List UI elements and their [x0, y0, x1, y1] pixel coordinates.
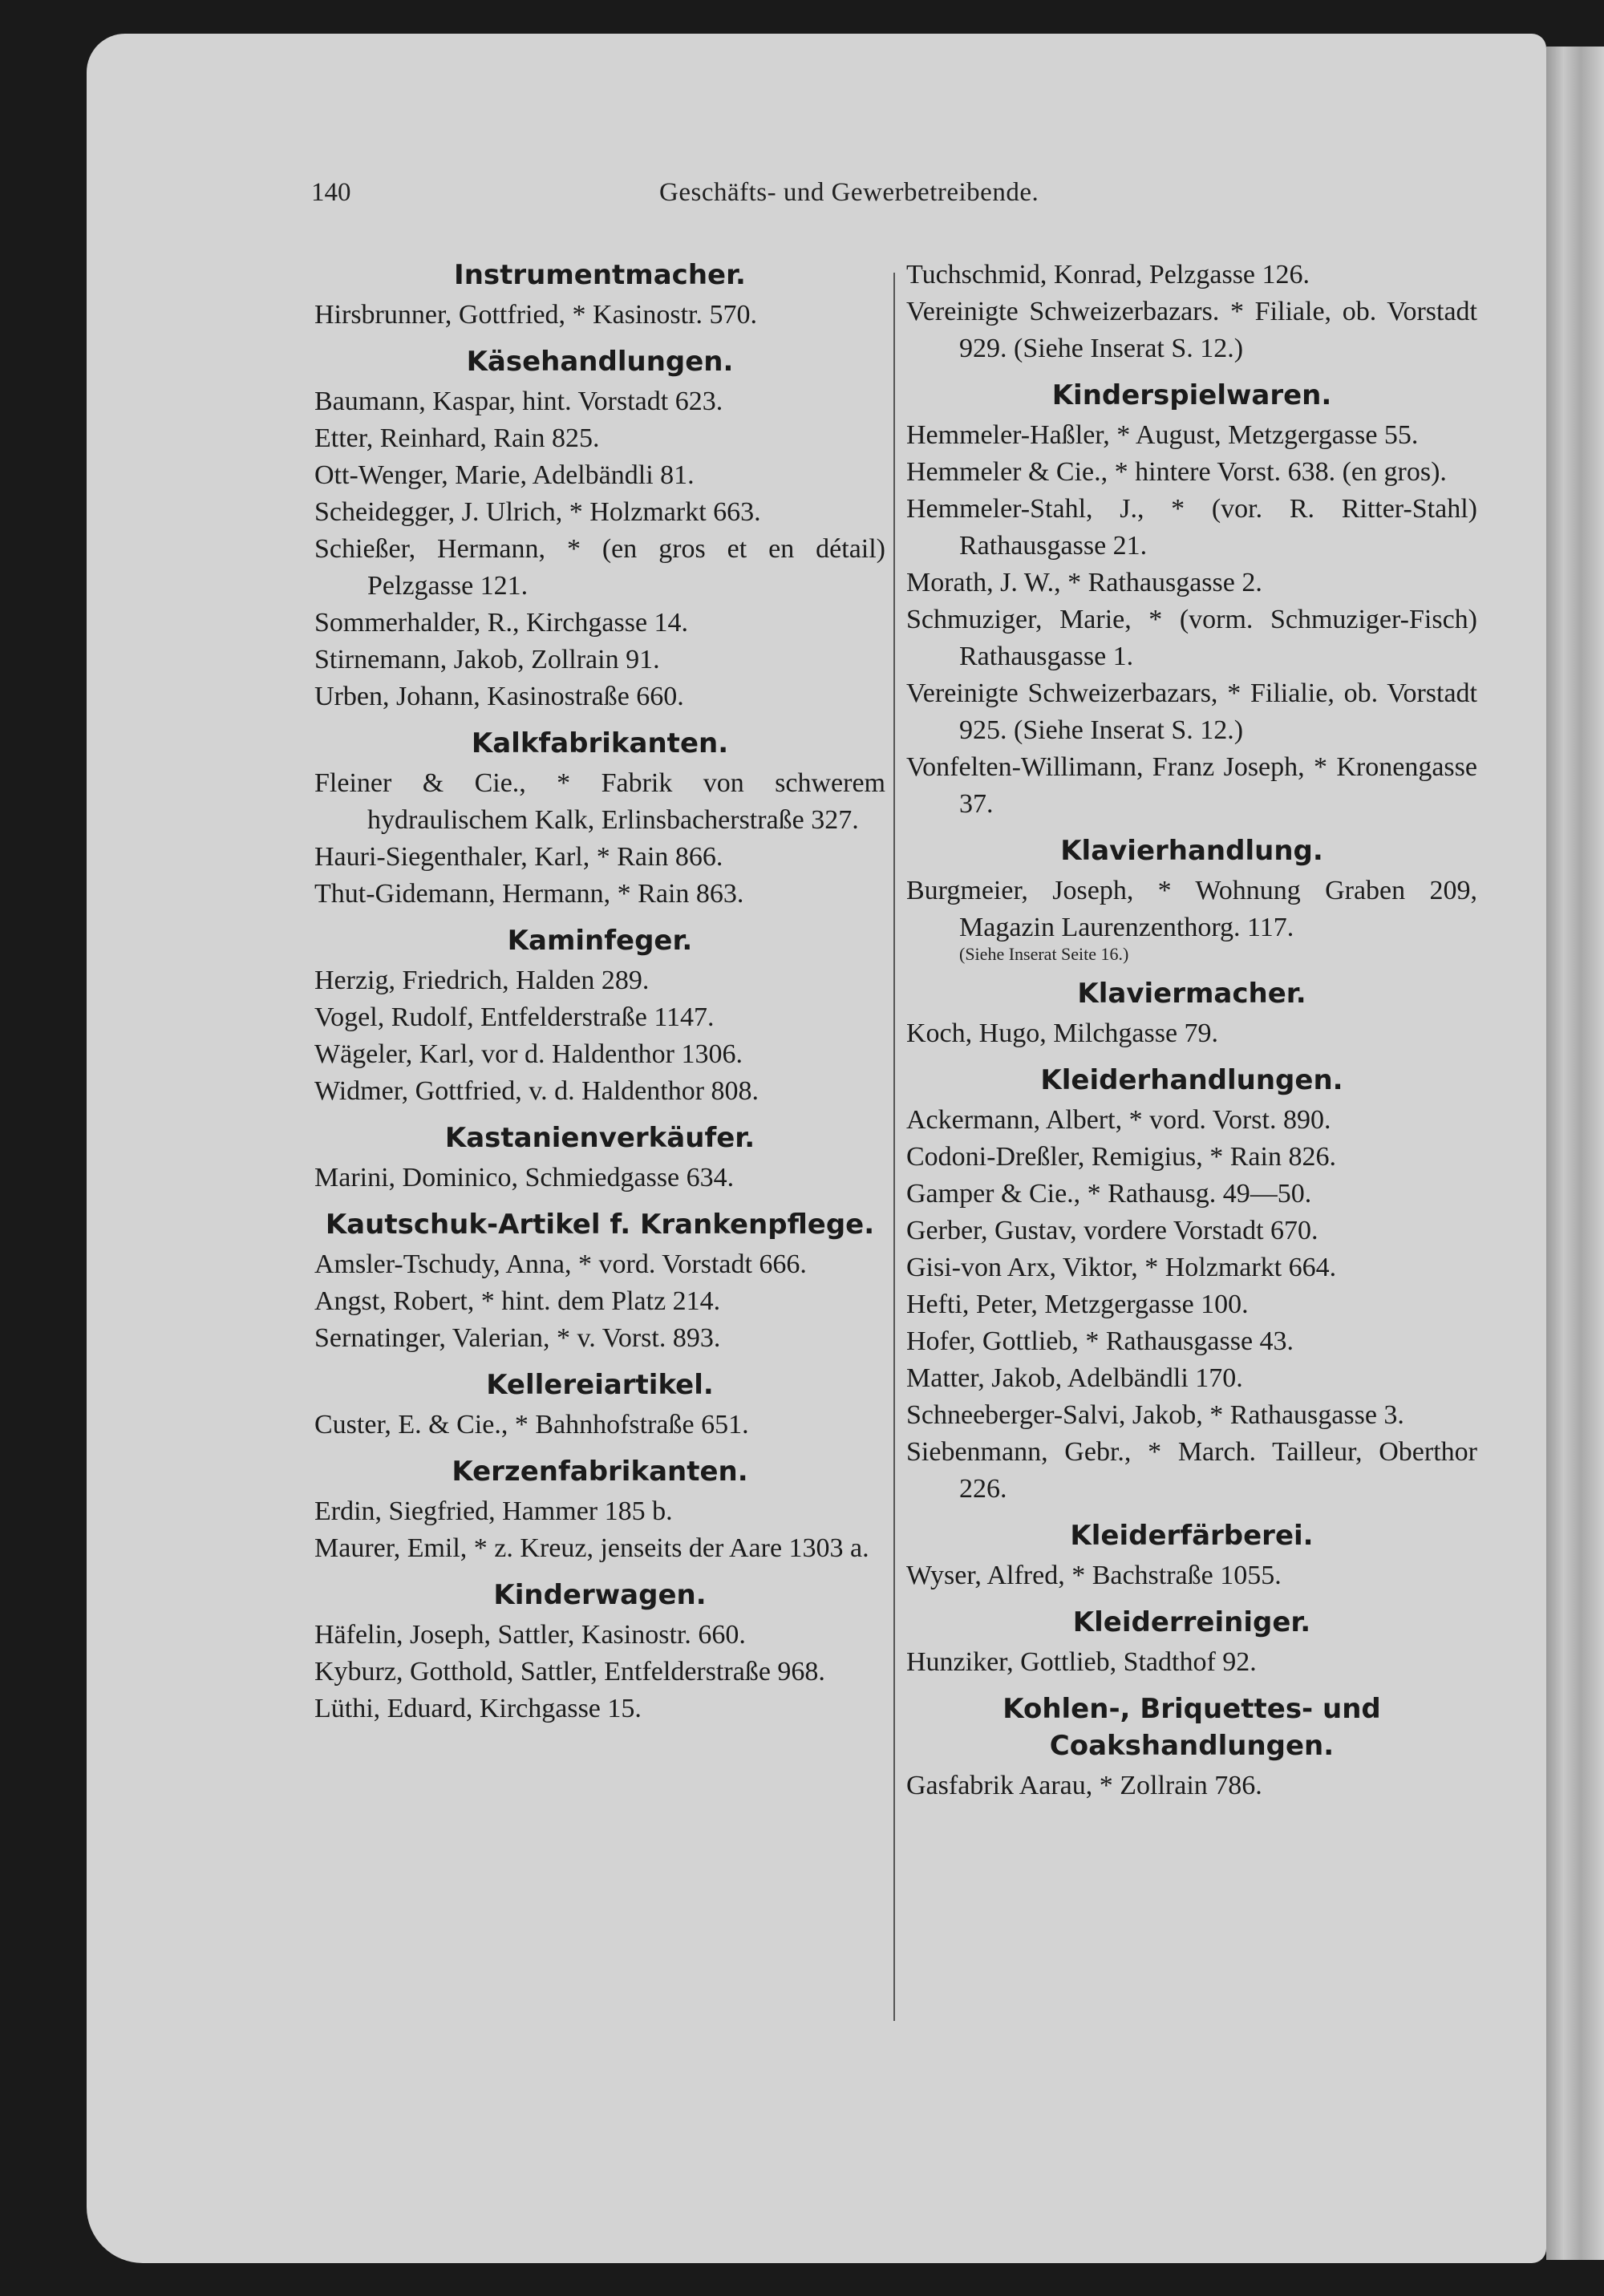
directory-entry: Hirsbrunner, Gottfried, * Kasinostr. 570. — [314, 300, 758, 330]
directory-entry: Custer, E. & Cie., * Bahnhofstraße 651. — [314, 1410, 749, 1440]
directory-entry: Thut-Gidemann, Hermann, * Rain 863. — [314, 879, 744, 909]
section-heading: Käsehandlungen. — [466, 346, 734, 378]
directory-entry: Scheidegger, J. Ulrich, * Holzmarkt 663. — [314, 497, 761, 527]
section-heading: Kinderspielwaren. — [1051, 379, 1332, 411]
directory-entry: Gamper & Cie., * Rathausg. 49—50. — [906, 1179, 1312, 1209]
section-heading: Kalkfabrikanten. — [471, 727, 729, 759]
directory-entry: Amsler-Tschudy, Anna, * vord. Vorstadt 666. — [314, 1249, 807, 1279]
directory-entry: Hefti, Peter, Metzgergasse 100. — [906, 1290, 1249, 1319]
section-heading: Kohlen-, Briquettes- und Coakshandlungen. — [1003, 1693, 1381, 1762]
directory-entry: Sernatinger, Valerian, * v. Vorst. 893. — [314, 1323, 721, 1353]
section-heading: Instrumentmacher. — [454, 259, 746, 291]
page-stack-edge — [1546, 47, 1604, 2260]
section-heading: Kerzenfabrikanten. — [452, 1456, 748, 1488]
section-heading: Kaminfeger. — [507, 925, 693, 957]
directory-entry: Kyburz, Gotthold, Sattler, Entfelderstraße 968. — [314, 1657, 825, 1687]
directory-entry: Maurer, Emil, * z. Kreuz, jenseits der Aare 1303 a. — [314, 1533, 869, 1563]
directory-entry: Vereinigte Schweizerbazars, * Filialie, ob. Vorstadt 925. (Siehe Inserat S. 12.) — [906, 678, 1477, 745]
directory-entry: Herzig, Friedrich, Halden 289. — [314, 966, 650, 995]
directory-entry: Ott-Wenger, Marie, Adelbändli 81. — [314, 460, 695, 490]
directory-entry: Schneeberger-Salvi, Jakob, * Rathausgasse 3. — [906, 1400, 1404, 1430]
directory-entry: Ackermann, Albert, * vord. Vorst. 890. — [906, 1105, 1331, 1135]
section-heading: Kastanienverkäufer. — [444, 1122, 755, 1154]
directory-entry: Vogel, Rudolf, Entfelderstraße 1147. — [314, 1002, 715, 1032]
directory-entry: Koch, Hugo, Milchgasse 79. — [906, 1018, 1219, 1048]
directory-entry: Häfelin, Joseph, Sattler, Kasinostr. 660. — [314, 1620, 746, 1650]
directory-entry: Etter, Reinhard, Rain 825. — [314, 423, 600, 453]
directory-entry: Schießer, Hermann, * (en gros et en détail) Pelzgasse 121. — [314, 534, 885, 601]
page-number: 140 — [311, 178, 351, 207]
right-column — [906, 257, 1477, 1804]
directory-entry: Hemmeler-Haßler, * August, Metzgergasse 55. — [906, 420, 1419, 450]
section-heading: Kleiderhandlungen. — [1040, 1064, 1343, 1096]
directory-entry: Hunziker, Gottlieb, Stadthof 92. — [906, 1647, 1257, 1677]
section-heading: Klavierhandlung. — [1060, 835, 1323, 867]
directory-entry: Codoni-Dreßler, Remigius, * Rain 826. — [906, 1142, 1336, 1172]
directory-entry: Tuchschmid, Konrad, Pelzgasse 126. — [906, 260, 1310, 290]
directory-entry: Marini, Dominico, Schmiedgasse 634. — [314, 1163, 735, 1193]
section-heading: Kleiderreiniger. — [1072, 1606, 1311, 1638]
directory-entry: Lüthi, Eduard, Kirchgasse 15. — [314, 1694, 642, 1723]
section-heading: Kinderwagen. — [493, 1579, 707, 1611]
directory-entry: Hemmeler & Cie., * hintere Vorst. 638. (en gros). — [906, 457, 1447, 487]
directory-entry: Gisi-von Arx, Viktor, * Holzmarkt 664. — [906, 1253, 1337, 1282]
directory-entry: Angst, Robert, * hint. dem Platz 214. — [314, 1286, 721, 1316]
column-divider — [893, 273, 895, 2021]
directory-entry: Morath, J. W., * Rathausgasse 2. — [906, 568, 1262, 597]
directory-entry: Sommerhalder, R., Kirchgasse 14. — [314, 608, 689, 638]
directory-entry: Stirnemann, Jakob, Zollrain 91. — [314, 645, 660, 674]
directory-entry: Siebenmann, Gebr., * March. Tailleur, Oberthor 226. — [906, 1437, 1477, 1504]
directory-entry: Burgmeier, Joseph, * Wohnung Graben 209, Magazin Laurenzenthorg. 117. — [906, 876, 1477, 942]
directory-entry: Widmer, Gottfried, v. d. Haldenthor 808. — [314, 1076, 759, 1106]
directory-entry: Gerber, Gustav, vordere Vorstadt 670. — [906, 1216, 1318, 1245]
directory-entry: Erdin, Siegfried, Hammer 185 b. — [314, 1496, 673, 1526]
directory-entry: Schmuziger, Marie, * (vorm. Schmuziger-Fisch) Rathausgasse 1. — [906, 605, 1477, 671]
section-heading: Kellereiartikel. — [486, 1369, 714, 1401]
directory-entry: Hauri-Siegenthaler, Karl, * Rain 866. — [314, 842, 723, 872]
directory-entry: Matter, Jakob, Adelbändli 170. — [906, 1363, 1243, 1393]
directory-entry: Hemmeler-Stahl, J., * (vor. R. Ritter-Stahl) Rathausgasse 21. — [906, 494, 1477, 561]
directory-entry: Urben, Johann, Kasinostraße 660. — [314, 682, 684, 711]
left-column — [314, 257, 885, 1727]
running-title: Geschäfts- und Gewerbetreibende. — [659, 178, 1039, 207]
directory-entry: Vonfelten-Willimann, Franz Joseph, * Kronengasse 37. — [906, 752, 1477, 819]
directory-entry: Wägeler, Karl, vor d. Haldenthor 1306. — [314, 1039, 743, 1069]
section-heading: Kautschuk-Artikel f. Krankenpflege. — [325, 1209, 875, 1241]
directory-entry: Wyser, Alfred, * Bachstraße 1055. — [906, 1561, 1282, 1590]
entry-note: (Siehe Inserat Seite 16.) — [959, 944, 1129, 964]
directory-entry: Fleiner & Cie., * Fabrik von schwerem hydraulischem Kalk, Erlinsbacherstraße 327. — [314, 768, 885, 835]
running-head — [311, 178, 1121, 213]
directory-entry: Baumann, Kaspar, hint. Vorstadt 623. — [314, 387, 723, 416]
section-heading: Klaviermacher. — [1077, 978, 1306, 1010]
directory-entry: Hofer, Gottlieb, * Rathausgasse 43. — [906, 1326, 1294, 1356]
directory-entry: Gasfabrik Aarau, * Zollrain 786. — [906, 1771, 1262, 1800]
directory-entry: Vereinigte Schweizerbazars. * Filiale, ob. Vorstadt 929. (Siehe Inserat S. 12.) — [906, 297, 1477, 363]
section-heading: Kleiderfärberei. — [1070, 1520, 1314, 1552]
